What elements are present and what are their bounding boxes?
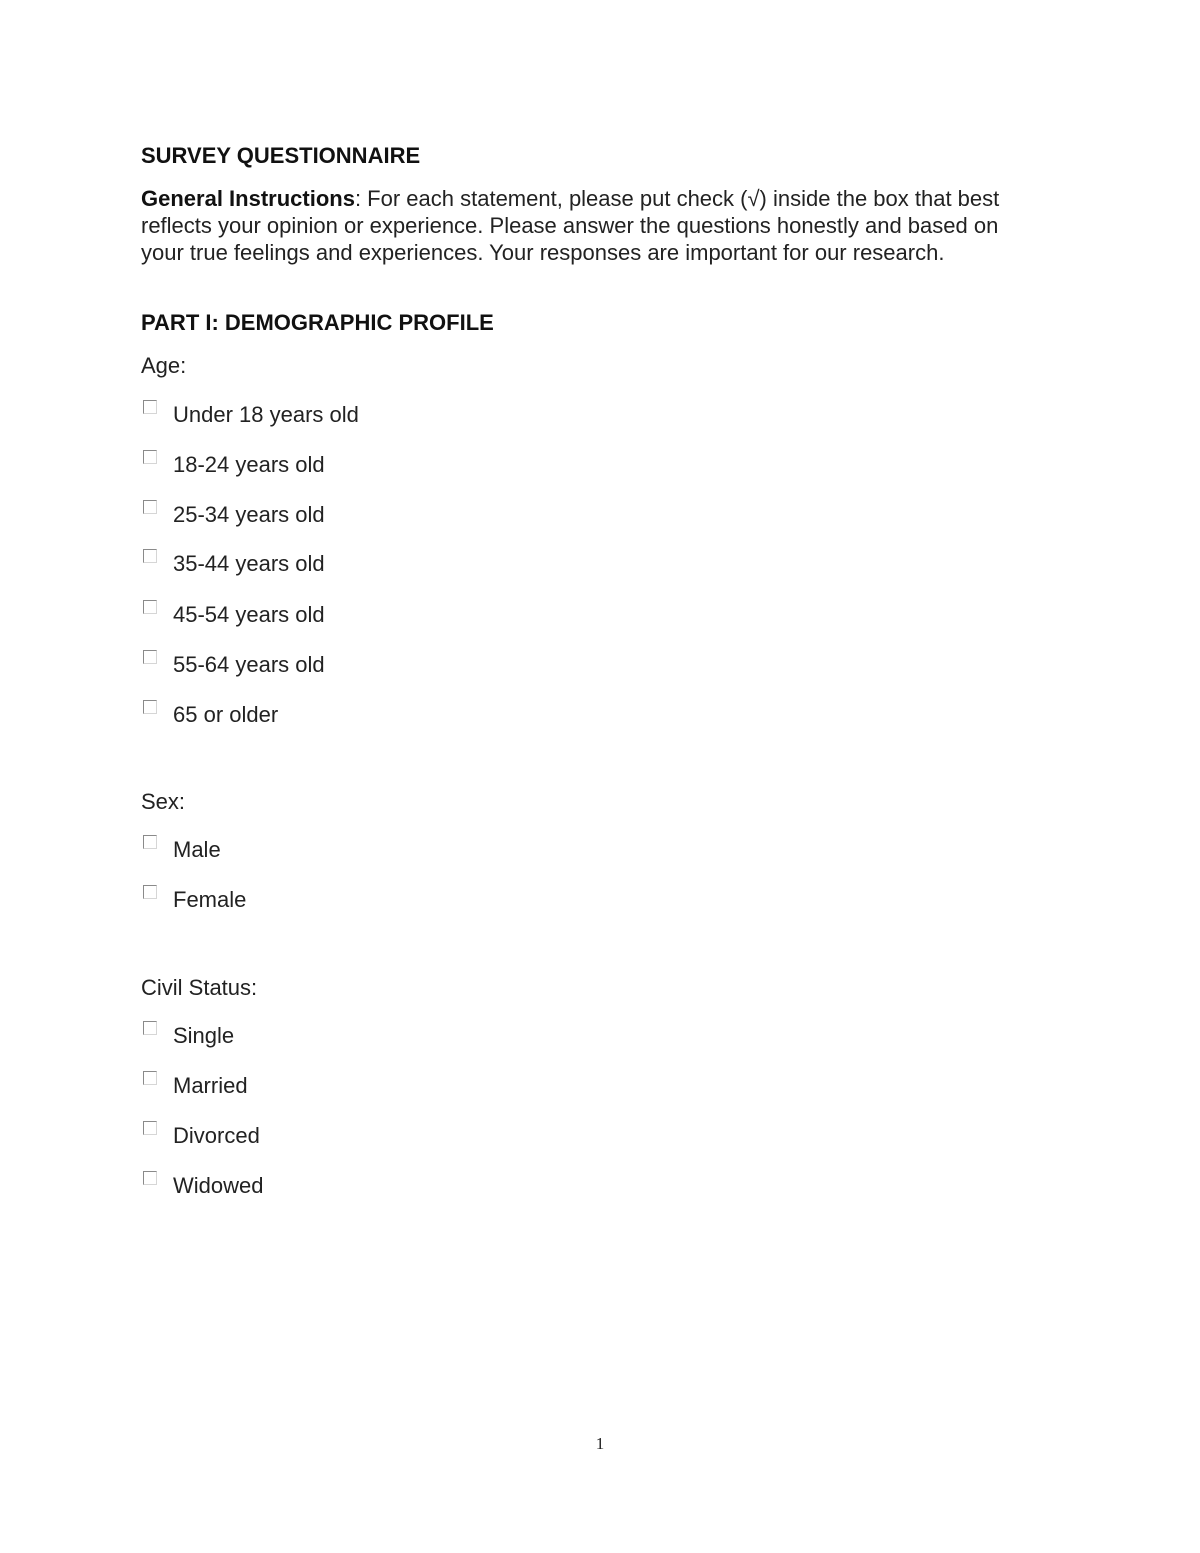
checkbox-icon[interactable] — [143, 1171, 157, 1185]
option-label: 35-44 years old — [173, 551, 325, 576]
checkbox-icon[interactable] — [143, 450, 157, 464]
option-label: Single — [173, 1023, 235, 1048]
option-label: Female — [173, 887, 247, 912]
age-option-35-44[interactable] — [141, 549, 741, 579]
checkbox-icon[interactable] — [143, 885, 157, 899]
option-label: 65 or older — [173, 702, 279, 727]
checkbox-icon[interactable] — [143, 549, 157, 563]
option-label: Male — [173, 837, 221, 862]
option-label: 25-34 years old — [173, 502, 325, 527]
option-label: Widowed — [173, 1173, 264, 1198]
option-label: 55-64 years old — [173, 652, 325, 677]
instructions-lead: General Instructions — [141, 186, 355, 211]
checkbox-icon[interactable] — [143, 1121, 157, 1135]
civil-status-option-divorced[interactable] — [141, 1121, 741, 1151]
sex-option-female[interactable] — [141, 885, 741, 915]
checkbox-icon[interactable] — [143, 1021, 157, 1035]
checkbox-icon[interactable] — [143, 650, 157, 664]
civil-status-option-widowed[interactable] — [141, 1171, 741, 1201]
civil-status-option-married[interactable] — [141, 1071, 741, 1101]
option-label: Married — [173, 1073, 248, 1098]
age-option-18-24[interactable] — [141, 450, 741, 480]
checkbox-icon[interactable] — [143, 600, 157, 614]
checkbox-icon[interactable] — [143, 835, 157, 849]
option-label: 45-54 years old — [173, 602, 325, 627]
checkbox-icon[interactable] — [143, 400, 157, 414]
option-label: Divorced — [173, 1123, 260, 1148]
checkbox-icon[interactable] — [143, 1071, 157, 1085]
age-option-65-older[interactable] — [141, 700, 741, 730]
page-number: 1 — [595, 1434, 605, 1453]
general-instructions — [141, 185, 1021, 266]
age-option-under-18[interactable] — [141, 400, 741, 430]
age-label: Age: — [141, 353, 187, 378]
document-title: SURVEY QUESTIONNAIRE — [141, 143, 421, 168]
instructions-text: : For each statement, please put check (√) inside the box that best reflects your opinion or experience. Please answer the questions honestly and based on your true feelings and experiences. Your responses are important for our research. — [141, 186, 1000, 265]
sex-label: Sex: — [141, 789, 186, 814]
option-label: Under 18 years old — [173, 402, 359, 427]
checkbox-icon[interactable] — [143, 500, 157, 514]
sex-option-male[interactable] — [141, 835, 741, 865]
age-option-55-64[interactable] — [141, 650, 741, 680]
checkbox-icon[interactable] — [143, 700, 157, 714]
civil-status-option-single[interactable] — [141, 1021, 741, 1051]
option-label: 18-24 years old — [173, 452, 325, 477]
age-option-25-34[interactable] — [141, 500, 741, 530]
age-option-45-54[interactable] — [141, 600, 741, 630]
civil-status-label: Civil Status: — [141, 975, 258, 1000]
part-title: PART I: DEMOGRAPHIC PROFILE — [141, 310, 494, 335]
